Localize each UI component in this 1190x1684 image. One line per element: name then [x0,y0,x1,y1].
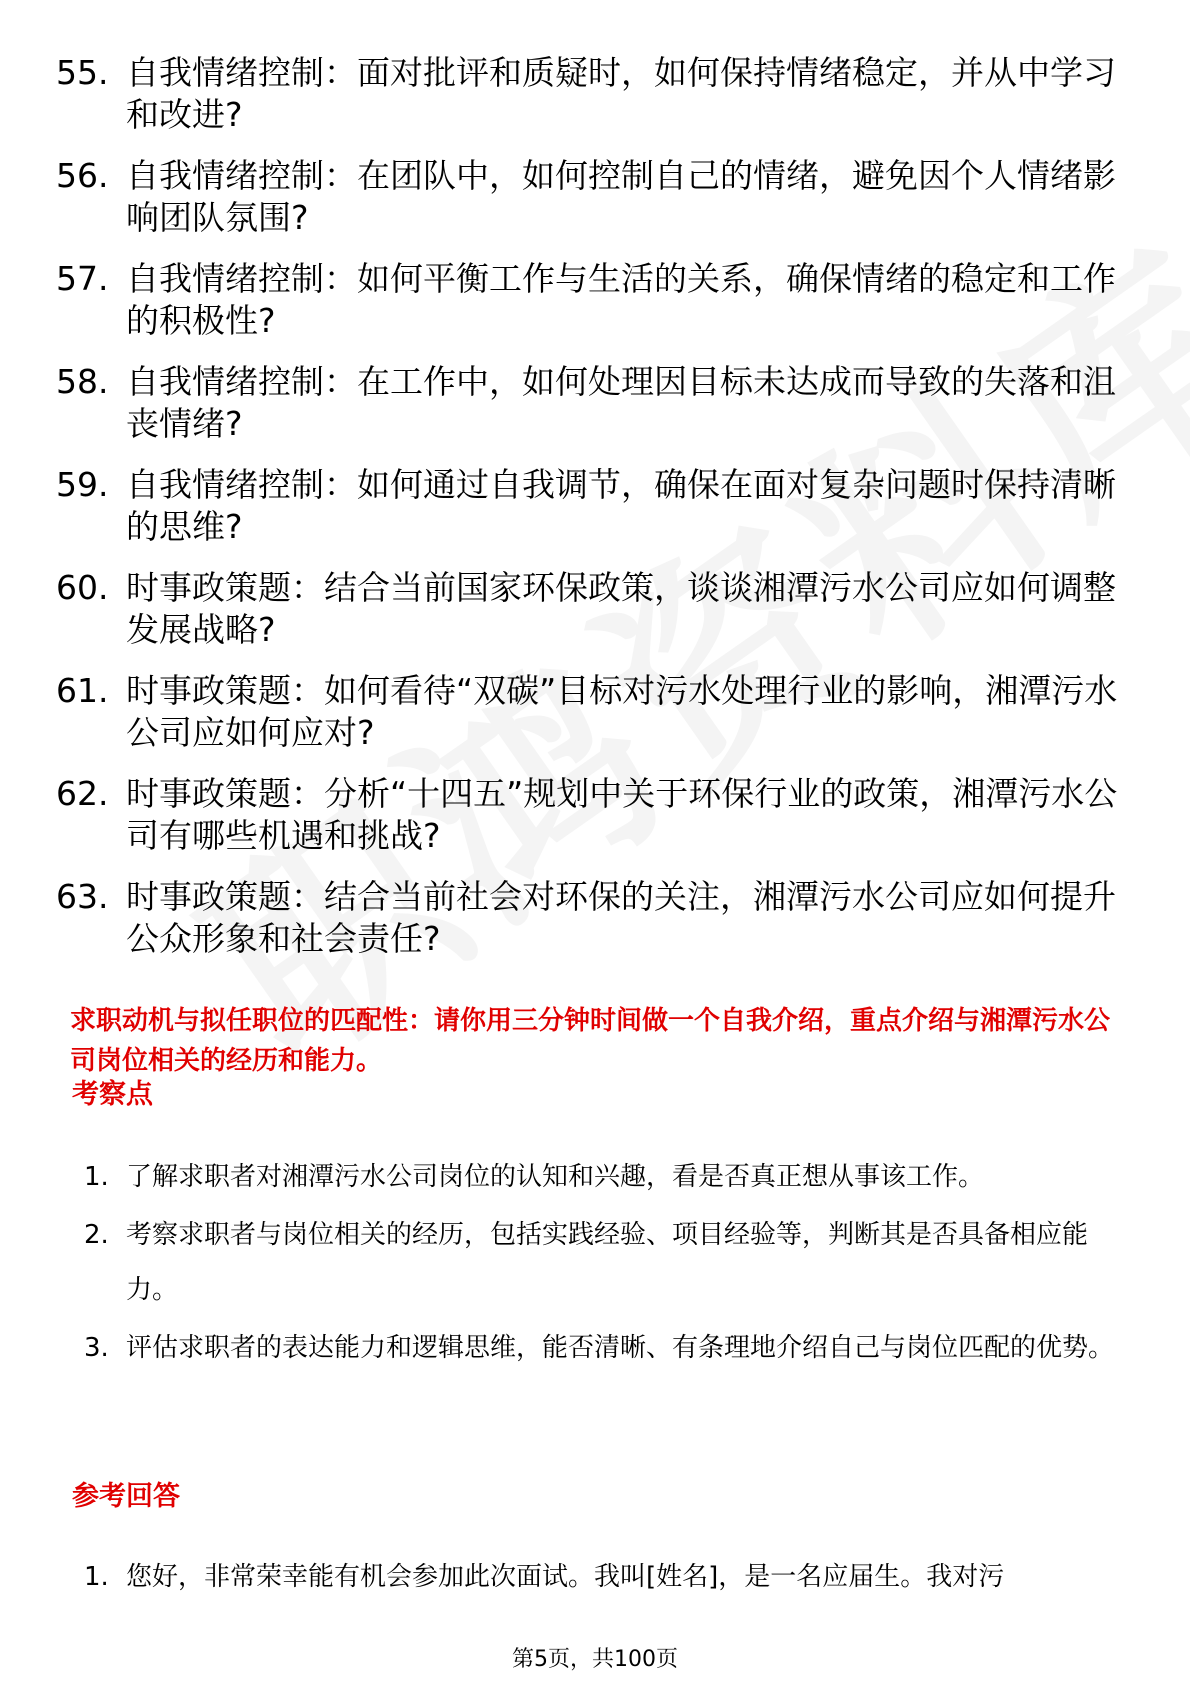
question-text: 自我情绪控制：如何通过自我调节，确保在面对复杂问题时保持清晰的思维? [126,465,1116,546]
question-number: 56. [56,156,109,195]
interview-prompt: 求职动机与拟任职位的匹配性：请你用三分钟时间做一个自我介绍，重点介绍与湘潭污水公司岗位相关的经历和能力。 [70,1006,1111,1076]
answer-item [84,1550,1124,1605]
answer-title: 参考回答 [72,1481,180,1512]
assessment-number: 1. [84,1162,109,1192]
question-text: 自我情绪控制：如何平衡工作与生活的关系，确保情绪的稳定和工作的积极性? [126,259,1116,340]
question-list [56,52,1146,979]
page-footer: 第5页，共100页 [512,1647,678,1672]
question-item [56,361,1146,445]
answer-list [84,1550,1124,1608]
assessment-number: 3. [84,1333,109,1363]
assessment-number: 2. [84,1220,109,1250]
assessment-title: 考察点 [72,1079,153,1110]
question-item [56,670,1146,754]
question-number: 55. [56,53,109,92]
question-number: 59. [56,465,109,504]
question-item [56,876,1146,960]
question-text: 自我情绪控制：在团队中，如何控制自己的情绪，避免因个人情绪影响团队氛围? [126,156,1116,237]
answer-text: 您好，非常荣幸能有机会参加此次面试。我叫[姓名]，是一名应届生。我对污 [126,1562,1005,1592]
question-number: 58. [56,362,109,401]
question-number: 63. [56,877,109,916]
question-item [56,258,1146,342]
answer-number: 1. [84,1562,109,1592]
assessment-text: 了解求职者对湘潭污水公司岗位的认知和兴趣，看是否真正想从事该工作。 [126,1162,985,1192]
question-item [56,52,1146,136]
question-item [56,567,1146,651]
question-item [56,773,1146,857]
question-number: 62. [56,774,109,813]
question-number: 60. [56,568,109,607]
question-text: 自我情绪控制：面对批评和质疑时，如何保持情绪稳定，并从中学习和改进? [126,53,1116,134]
question-number: 57. [56,259,109,298]
assessment-item [84,1321,1124,1376]
assessment-list [84,1150,1124,1379]
question-text: 时事政策题：结合当前国家环保政策，谈谈湘潭污水公司应如何调整发展战略? [126,568,1116,649]
assessment-text: 考察求职者与岗位相关的经历，包括实践经验、项目经验等，判断其是否具备相应能力。 [126,1220,1089,1305]
question-item [56,464,1146,548]
question-text: 时事政策题：如何看待“双碳”目标对污水处理行业的影响，湘潭污水公司应如何应对? [126,671,1118,752]
question-number: 61. [56,671,109,710]
question-text: 时事政策题：分析“十四五”规划中关于环保行业的政策，湘潭污水公司有哪些机遇和挑战? [126,774,1118,855]
question-text: 自我情绪控制：在工作中，如何处理因目标未达成而导致的失落和沮丧情绪? [126,362,1116,443]
assessment-item [84,1208,1124,1318]
assessment-item [84,1150,1124,1205]
question-item [56,155,1146,239]
question-text: 时事政策题：结合当前社会对环保的关注，湘潭污水公司应如何提升公众形象和社会责任? [126,877,1116,958]
assessment-text: 评估求职者的表达能力和逻辑思维，能否清晰、有条理地介绍自己与岗位匹配的优势。 [126,1333,1115,1363]
